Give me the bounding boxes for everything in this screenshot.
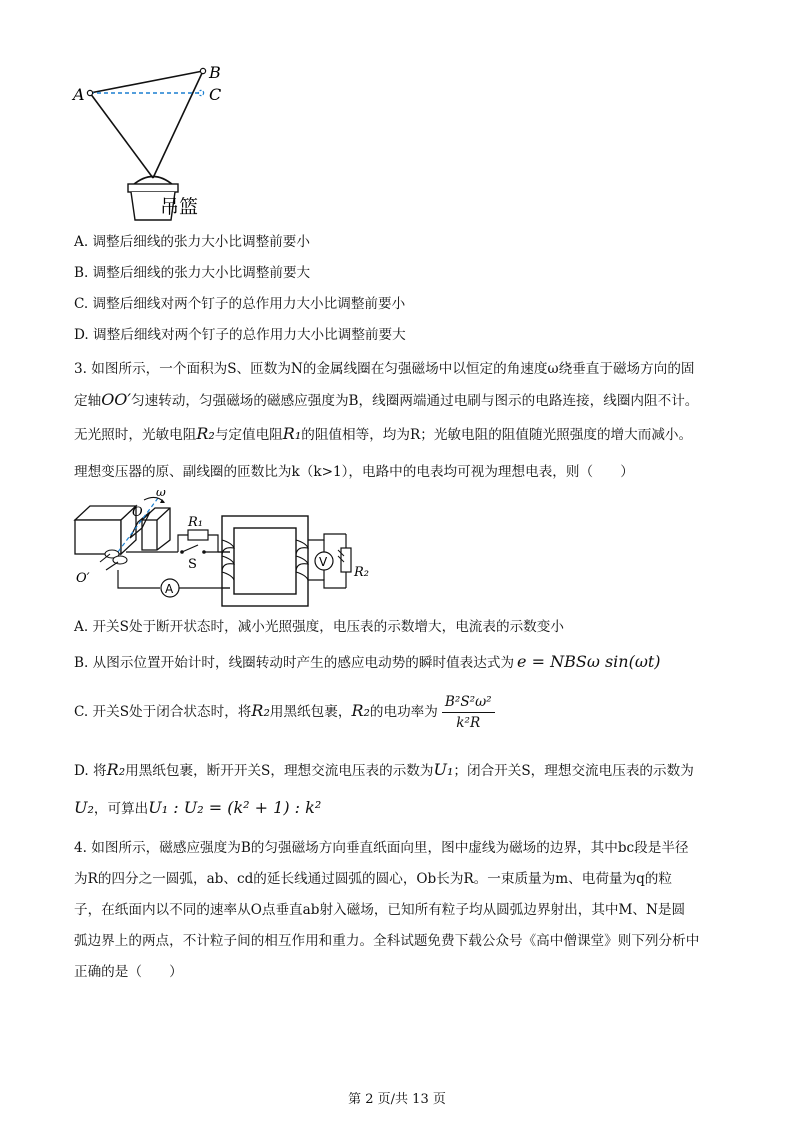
q4-line-5: 正确的是（ ） [74, 964, 183, 980]
q2-option-b: B. 调整后细线的张力大小比调整前要大 [74, 265, 311, 281]
voltmeter-label: V [319, 555, 328, 569]
switch-label: S [188, 557, 197, 572]
q4-line-3: 子，在纸面内以不同的速率从O点垂直ab射入磁场，已知所有粒子均从圆弧边界射出，其中M、N是圆 [74, 902, 686, 918]
q2-option-c: C. 调整后细线对两个钉子的总作用力大小比调整前要小 [74, 296, 406, 312]
hanging-basket-figure [70, 60, 240, 230]
q4-line-2: 为R的四分之一圆弧，ab、cd的延长线通过圆弧的圆心，Ob长为R。一束质量为m、电荷量为q的粒 [74, 871, 672, 887]
o-label: O [132, 505, 143, 520]
page-number-footer: 第 2 页/共 13 页 [348, 1092, 446, 1107]
q2-option-a: A. 调整后细线的张力大小比调整前要小 [74, 234, 310, 250]
q3-line-4: 理想变压器的原、副线圈的匝数比为k（k>1），电路中的电表均可视为理想电表，则（ ） [74, 464, 634, 480]
q3-option-c: C. 开关S处于闭合状态时，将R₂用黑纸包裹，R₂的电功率为 $\frac{\text{B²S²ω²}}{\text{k²R}}$ [74, 692, 495, 733]
q4-line-1: 4. 如图所示，磁感应强度为B的匀强磁场方向垂直纸面向里，图中虚线为磁场的边界，其中bc段是半径 [74, 840, 689, 856]
basket-label: 吊篮 [160, 196, 199, 218]
q3-line-1: 3. 如图所示，一个面积为S、匝数为N的金属线圈在匀强磁场中以恒定的角速度ω绕垂直于磁场方向的固 [74, 361, 695, 377]
power-fraction: $\frac{\text{B²S²ω²}}{\text{k²R}}$ [442, 692, 495, 733]
q2-option-d: D. 调整后细线对两个钉子的总作用力大小比调整前要大 [74, 327, 406, 343]
label-a: A [73, 85, 85, 104]
o-prime-label: O′ [76, 571, 90, 586]
q3-option-d-line-2: U₂，可算出U₁ : U₂ = (k² + 1) : k² [74, 798, 322, 817]
generator-transformer-circuit [70, 490, 370, 610]
ammeter-label: A [165, 582, 174, 596]
q3-option-d-line-1: D. 将R₂用黑纸包裹，断开开关S，理想交流电压表的示数为U₁；闭合开关S，理想交流电压表的示数为 [74, 760, 694, 779]
omega-label: ω [156, 490, 166, 499]
r1-label: R₁ [188, 515, 203, 530]
label-c: C [209, 85, 222, 104]
r2-label: R₂ [354, 565, 369, 580]
q3-option-a: A. 开关S处于断开状态时，减小光照强度，电压表的示数增大，电流表的示数变小 [74, 619, 564, 635]
q3-line-3: 无光照时，光敏电阻R₂与定值电阻R₁的阻值相等，均为R；光敏电阻的阻值随光照强度的增大而减小。 [74, 424, 693, 443]
q3-option-b: B. 从图示位置开始计时，线圈转动时产生的感应电动势的瞬时值表达式为 e = NBSω sin(ωt) [74, 652, 661, 671]
q3-line-2: 定轴OO′匀速转动，匀强磁场的磁感应强度为B，线圈两端通过电刷与图示的电路连接，线圈内阻不计。 [74, 390, 699, 409]
q4-line-4: 弧边界上的两点，不计粒子间的相互作用和重力。全科试题免费下载公众号《高中僧课堂》则下列分析中 [74, 933, 700, 949]
label-b: B [209, 63, 221, 82]
